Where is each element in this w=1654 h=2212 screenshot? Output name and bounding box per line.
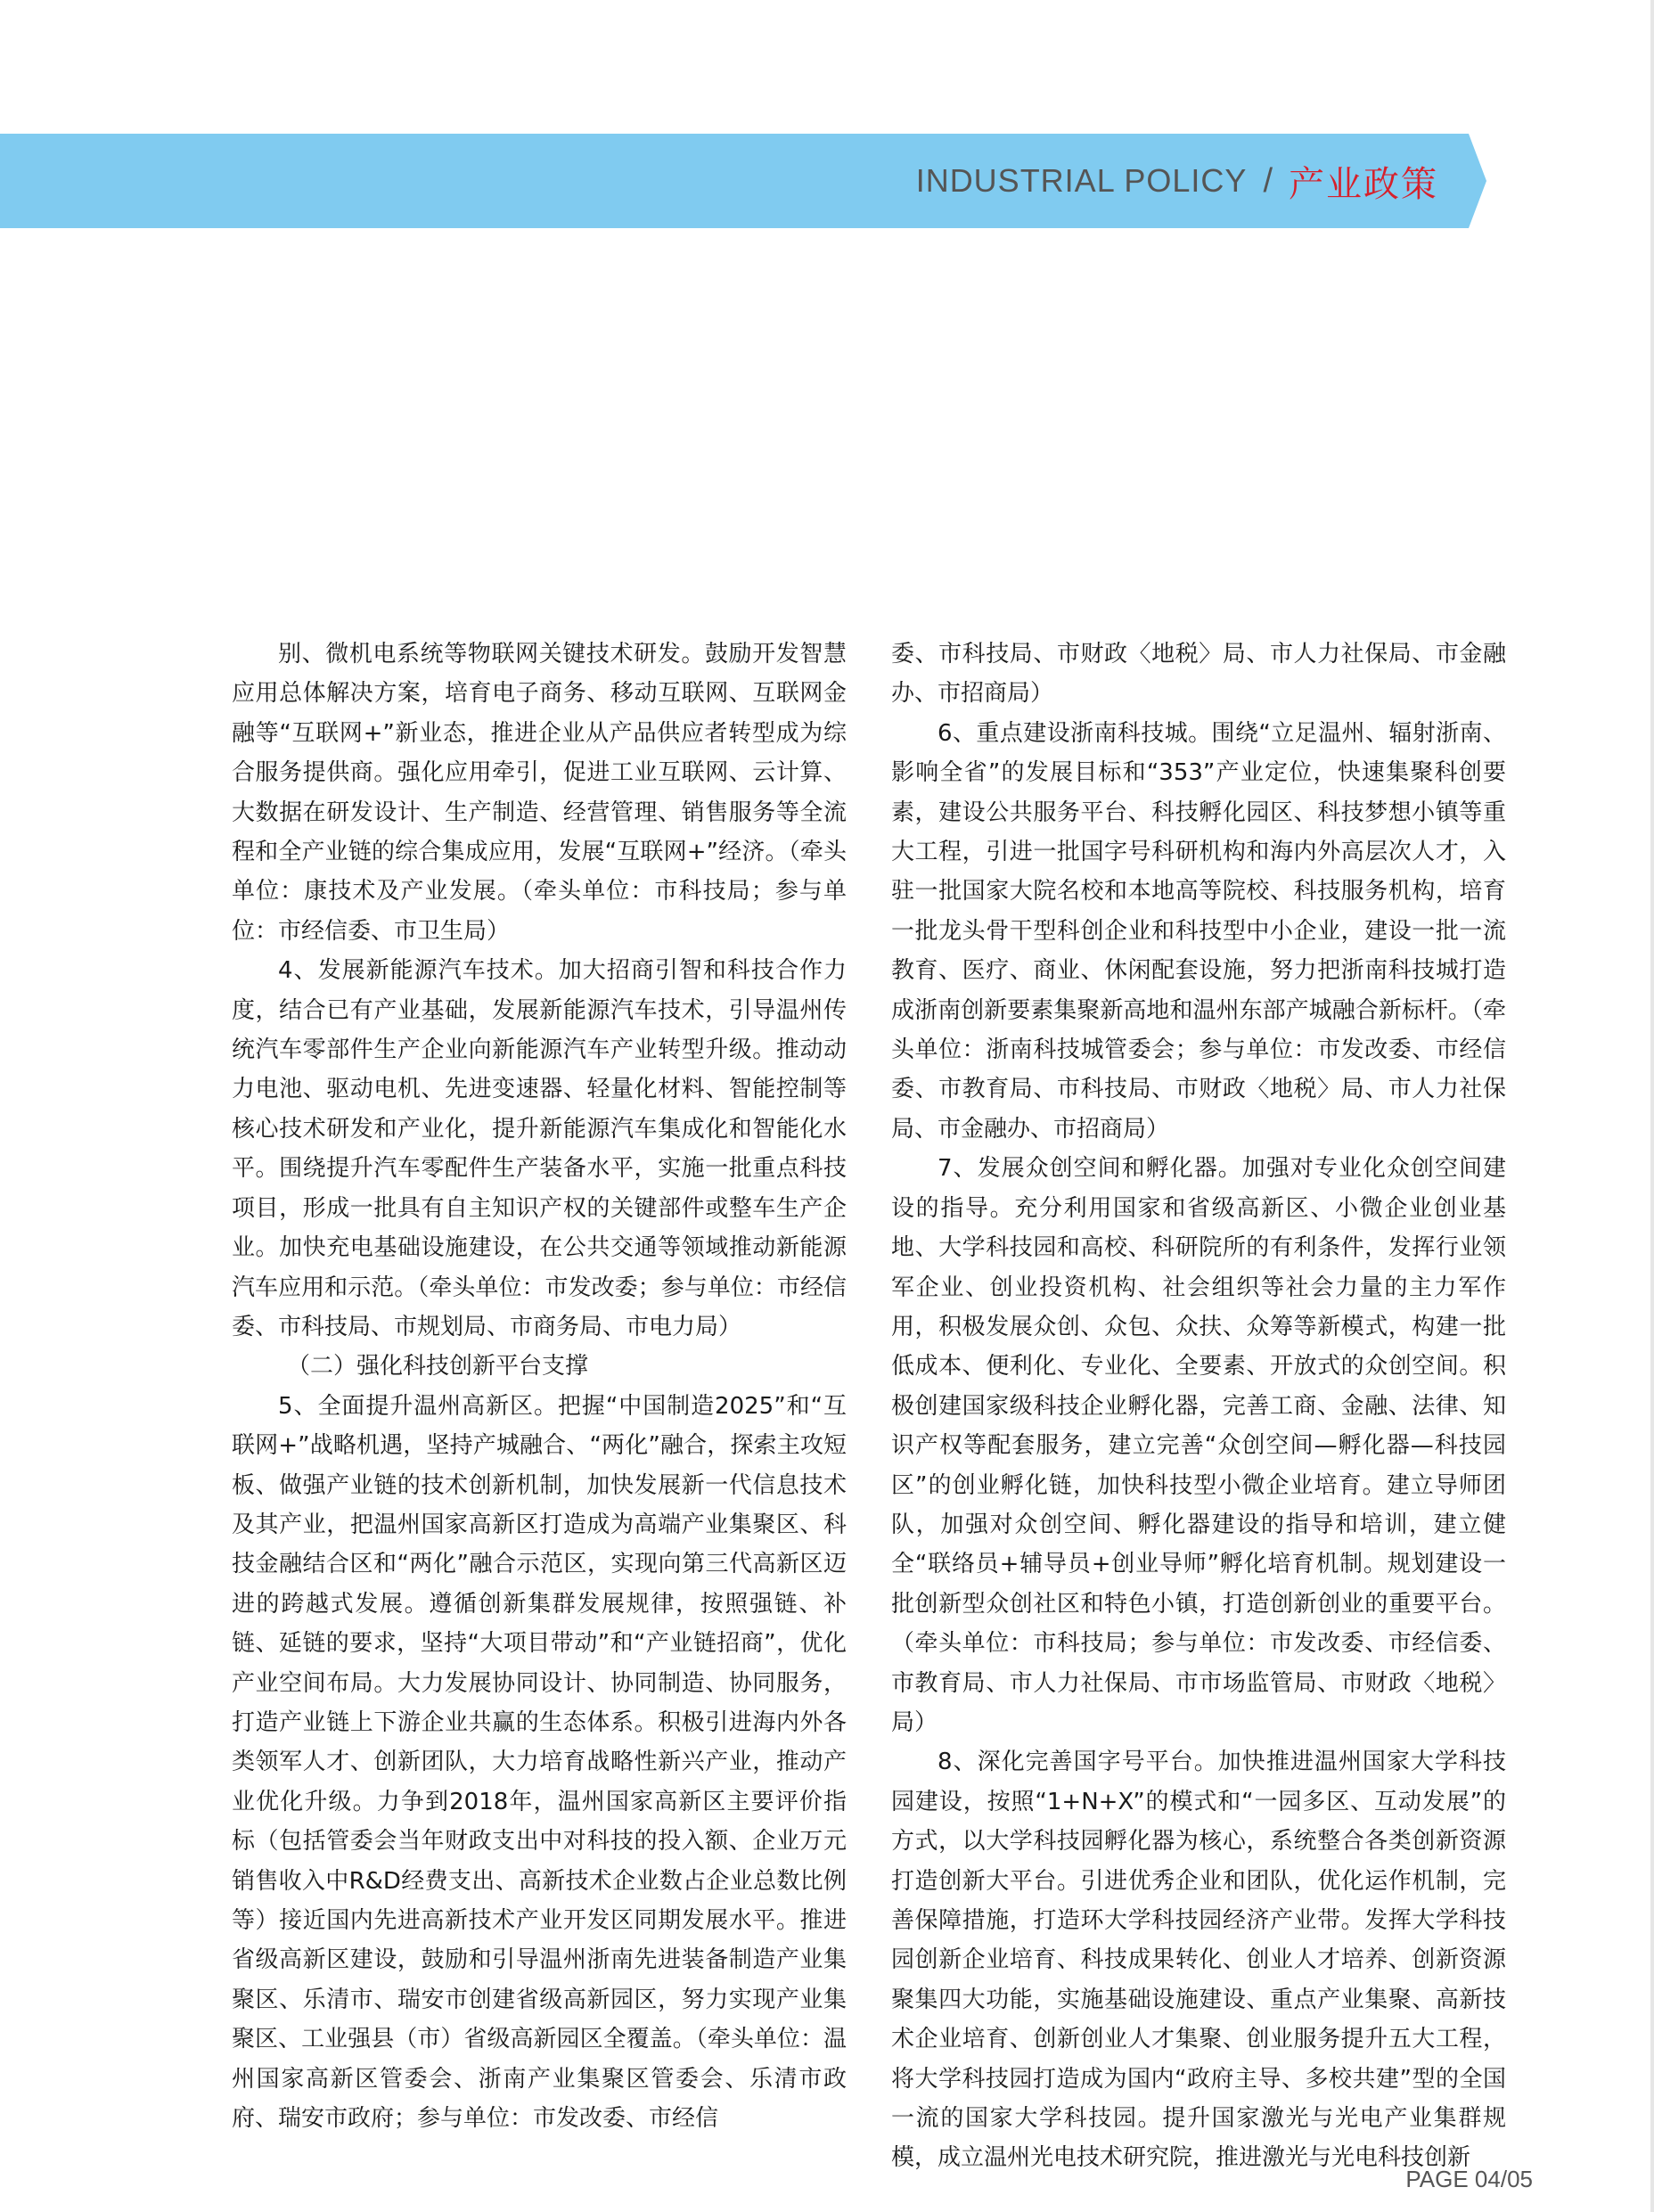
subheading: （二）强化科技创新平台支撑 — [287, 1353, 589, 1380]
paragraph: 委、市科技局、市财政〈地税〉局、市人力社保局、市金融办、市招商局） — [891, 641, 1506, 708]
paragraph: 别、微机电系统等物联网关键技术研发。鼓励开发智慧应用总体解决方案，培育电子商务、移动互联网、互联网金融等“互联网+”新业态，推进企业从产品供应者转型成为综合服务提供商。强化应用牵引，促进工业互联网、云计算、大数据在研发设计、生产制造、经营管理、销售服务等全流程和全产业链的综合集成应用，发展“互联网+”经济。（牵头单位：康技术及产业发展。（牵头单位：市科技局；参与单位：市经信委、市卫生局） — [232, 641, 847, 945]
section-header — [916, 134, 1438, 228]
paragraph: 7、发展众创空间和孵化器。加强对专业化众创空间建设的指导。充分利用国家和省级高新区、小微企业创业基地、大学科技园和高校、科研院所的有利条件，发挥行业领军企业、创业投资机构、社会组织等社会力量的主力军作用，积极发展众创、众包、众扶、众筹等新模式，构建一批低成本、便利化、专业化、全要素、开放式的众创空间。积极创建国家级科技企业孵化器，完善工商、金融、法律、知识产权等配套服务，建立完善“众创空间—孵化器—科技园区”的创业孵化链，加快科技型小微企业培育。建立导师团队，加强对众创空间、孵化器建设的指导和培训，建立健全“联络员+辅导员+创业导师”孵化培育机制。规划建设一批创新型众创社区和特色小镇，打造创新创业的重要平台。（牵头单位：市科技局；参与单位：市发改委、市经信委、市教育局、市人力社保局、市市场监管局、市财政〈地税〉局） — [891, 1155, 1506, 1736]
left-column — [232, 635, 847, 2138]
paragraph: 5、全面提升温州高新区。把握“中国制造2025”和“互联网+”战略机遇，坚持产城融合、“两化”融合，探索主攻短板、做强产业链的技术创新机制，加快发展新一代信息技术及其产业，把温州国家高新区打造成为高端产业集聚区、科技金融结合区和“两化”融合示范区，实现向第三代高新区迈进的跨越式发展。遵循创新集群发展规律，按照强链、补链、延链的要求，坚持“大项目带动”和“产业链招商”，优化产业空间布局。大力发展协同设计、协同制造、协同服务，打造产业链上下游企业共赢的生态体系。积极引进海内外各类领军人才、创新团队，大力培育战略性新兴产业，推动产业优化升级。力争到2018年，温州国家高新区主要评价指标（包括管委会当年财政支出中对科技的投入额、企业万元销售收入中R&D经费支出、高新技术企业数占企业总数比例等）接近国内先进高新技术产业开发区同期发展水平。推进省级高新区建设，鼓励和引导温州浙南先进装备制造产业集聚区、乐清市、瑞安市创建省级高新园区，努力实现产业集聚区、工业强县（市）省级高新园区全覆盖。（牵头单位：温州国家高新区管委会、浙南产业集聚区管委会、乐清市政府、瑞安市政府；参与单位：市发改委、市经信 — [232, 1392, 847, 2133]
page-edge — [1650, 0, 1654, 2212]
section-separator: / — [1263, 161, 1273, 200]
section-title-cn: 产业政策 — [1289, 163, 1438, 205]
page-number: PAGE 04/05 — [1405, 2166, 1533, 2192]
right-column — [891, 635, 1506, 2178]
section-title-en: INDUSTRIAL POLICY — [915, 162, 1248, 199]
paragraph: 8、深化完善国字号平台。加快推进温州国家大学科技园建设，按照“1+N+X”的模式和“一园多区、互动发展”的方式，以大学科技园孵化器为核心，系统整合各类创新资源打造创新大平台。引进优秀企业和团队，优化运作机制，完善保障措施，打造环大学科技园经济产业带。发挥大学科技园创新企业培育、科技成果转化、创业人才培养、创新资源聚集四大功能，实施基础设施建设、重点产业集聚、高新技术企业培育、创新创业人才集聚、创业服务提升五大工程，将大学科技园打造成为国内“政府主导、多校共建”型的全国一流的国家大学科技园。提升国家激光与光电产业集群规模，成立温州光电技术研究院，推进激光与光电科技创新 — [891, 1749, 1506, 2172]
paragraph: 6、重点建设浙南科技城。围绕“立足温州、辐射浙南、影响全省”的发展目标和“353”产业定位，快速集聚科创要素，建设公共服务平台、科技孵化园区、科技梦想小镇等重大工程，引进一批国字号科研机构和海内外高层次人才，入驻一批国家大院名校和本地高等院校、科技服务机构，培育一批龙头骨干型科创企业和科技型中小企业，建设一批一流教育、医疗、商业、休闲配套设施，努力把浙南科技城打造成浙南创新要素集聚新高地和温州东部产城融合新标杆。（牵头单位：浙南科技城管委会；参与单位：市发改委、市经信委、市教育局、市科技局、市财政〈地税〉局、市人力社保局、市金融办、市招商局） — [891, 719, 1506, 1143]
paragraph: 4、发展新能源汽车技术。加大招商引智和科技合作力度，结合已有产业基础，发展新能源汽车技术，引导温州传统汽车零部件生产企业向新能源汽车产业转型升级。推动动力电池、驱动电机、先进变速器、轻量化材料、智能控制等核心技术研发和产业化，提升新能源汽车集成化和智能化水平。围绕提升汽车零配件生产装备水平，实施一批重点科技项目，形成一批具有自主知识产权的关键部件或整车生产企业。加快充电基础设施建设，在公共交通等领域推动新能源汽车应用和示范。（牵头单位：市发改委；参与单位：市经信委、市科技局、市规划局、市商务局、市电力局） — [232, 957, 847, 1340]
